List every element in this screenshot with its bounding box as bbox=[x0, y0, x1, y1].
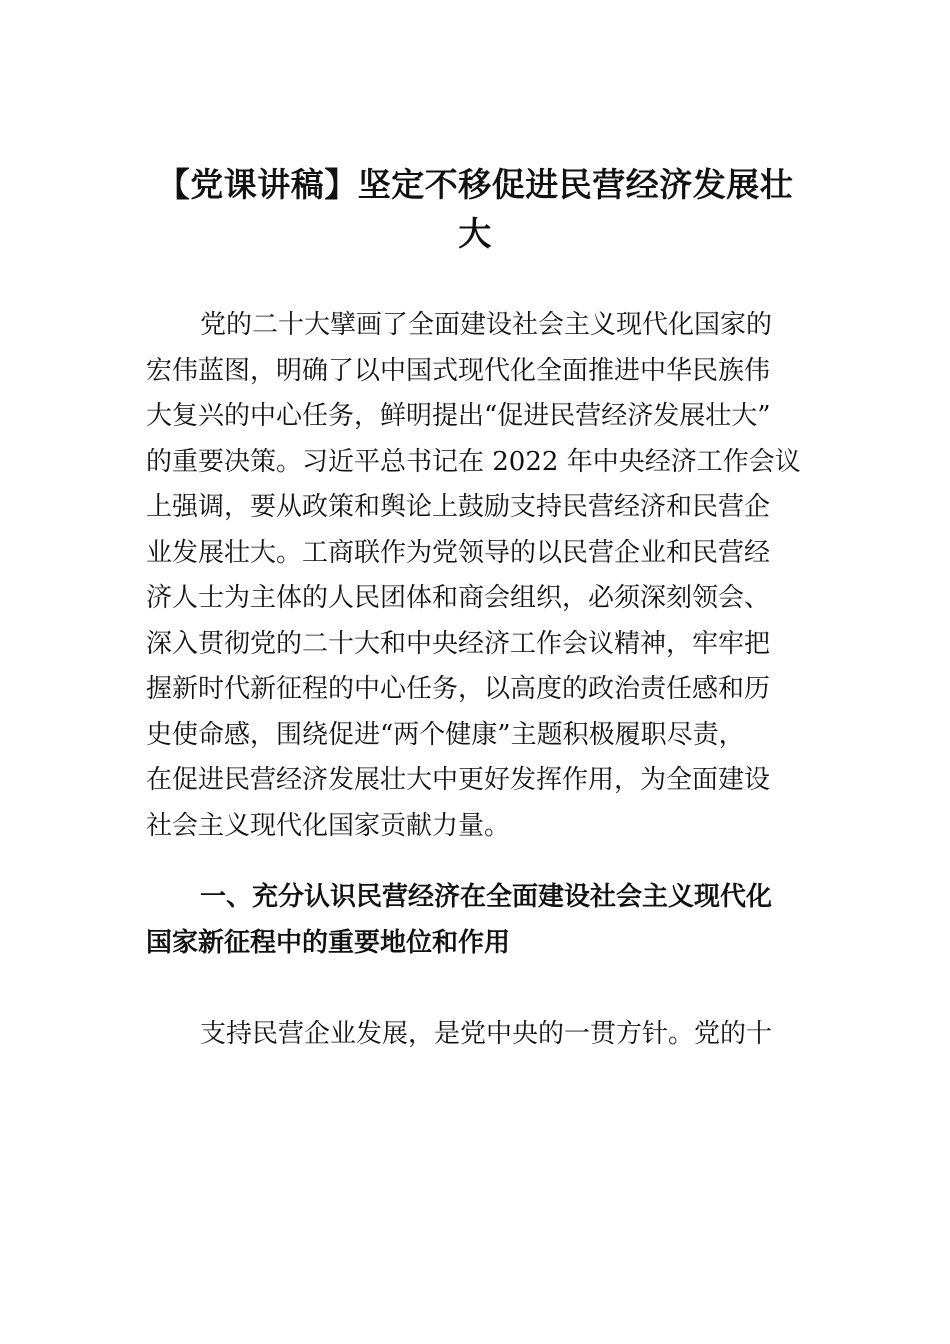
heading-line: 一、充分认识民营经济在全面建设社会主义现代化 bbox=[200, 882, 773, 912]
document-title bbox=[140, 160, 810, 258]
text-line: 的重要决策。习近平总书记在 2022 年中央经济工作会议 bbox=[146, 446, 801, 477]
text-line: 上强调，要从政策和舆论上鼓励支持民营经济和民营企 bbox=[146, 492, 771, 522]
text-line: 史使命感，围绕促进“两个健康”主题积极履职尽责， bbox=[146, 719, 745, 750]
title-line: 【党课讲稿】坚定不移促进民营经济发展壮 bbox=[156, 165, 794, 204]
text-line: 党的二十大擘画了全面建设社会主义现代化国家的 bbox=[200, 310, 773, 340]
section-heading bbox=[146, 875, 810, 966]
text-line: 在促进民营经济发展壮大中更好发挥作用，为全面建设 bbox=[146, 765, 771, 795]
title-line: 大 bbox=[458, 214, 492, 253]
heading-line: 国家新征程中的重要地位和作用 bbox=[146, 927, 511, 958]
text-line: 宏伟蓝图，明确了以中国式现代化全面推进中华民族伟 bbox=[146, 355, 771, 386]
text-line: 支持民营企业发展，是党中央的一贯方针。党的十 bbox=[200, 1019, 773, 1049]
text-line: 社会主义现代化国家贡献力量。 bbox=[146, 810, 511, 841]
section-paragraph bbox=[146, 1012, 810, 1058]
intro-paragraph bbox=[146, 303, 810, 849]
text-line: 大复兴的中心任务，鲜明提出“促进民营经济发展壮大” bbox=[146, 401, 771, 431]
text-line: 济人士为主体的人民团体和商会组织，必须深刻领会、 bbox=[146, 583, 771, 613]
text-line: 握新时代新征程的中心任务，以高度的政治责任感和历 bbox=[146, 674, 771, 704]
text-line: 深入贯彻党的二十大和中央经济工作会议精神，牢牢把 bbox=[146, 628, 771, 659]
text-line: 业发展壮大。工商联作为党领导的以民营企业和民营经 bbox=[146, 537, 771, 568]
